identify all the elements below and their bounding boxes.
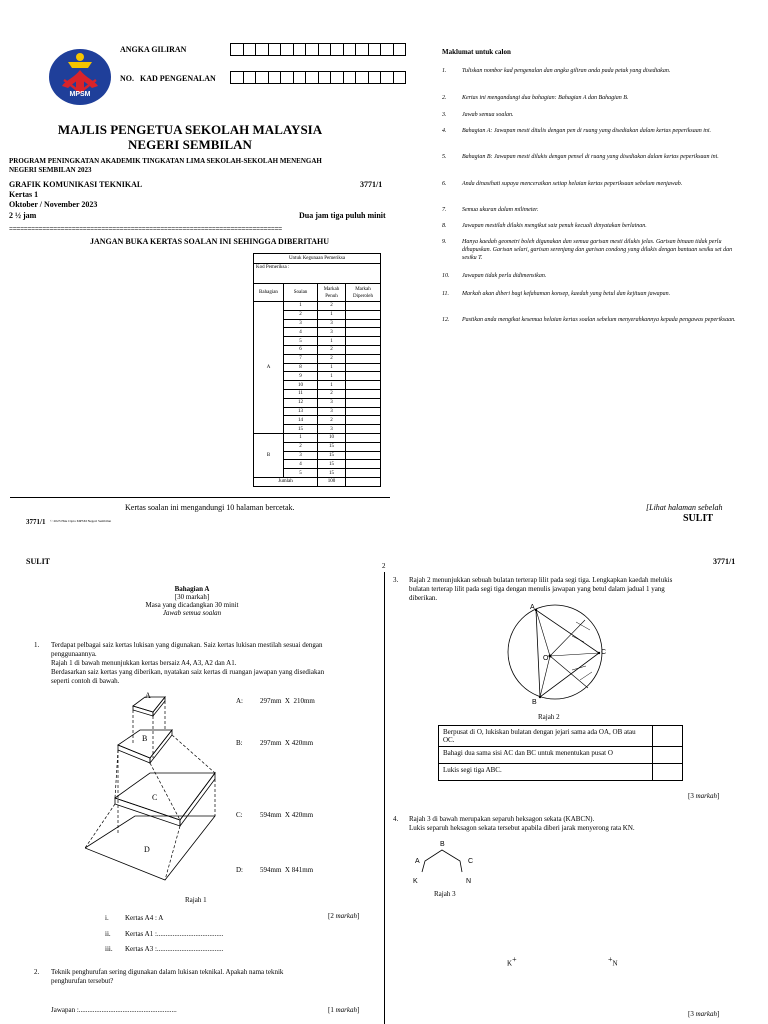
q1-line3: Rajah 1 di bawah menunjukkan kertas bersaiz A4, A3, A2 dan A1. <box>51 659 237 667</box>
q3-table-row <box>439 726 683 747</box>
section-a-instruction: Jawab semua soalan <box>162 609 222 617</box>
logo-text: MPSM <box>69 91 91 98</box>
question-number: 15 <box>284 425 318 434</box>
point-n-marker: +N <box>608 955 618 968</box>
instruction-text: Kertas ini mengandungi dua bahagian: Bahagian A dan Bahagian B. <box>462 95 629 101</box>
question-number: 7 <box>284 354 318 363</box>
instruction-text: Markah akan diberi bagi kefahaman konsep, kaedah yang betul dan kejituan jawapan. <box>462 291 671 297</box>
question-number: 1 <box>284 302 318 311</box>
instruction-item <box>442 206 742 214</box>
obtained-marks[interactable] <box>346 310 381 319</box>
q1-line1: Terdapat pelbagai saiz kertas lukisan yang digunakan. Saiz kertas lukisan mestilah sesuai dengan <box>51 641 323 649</box>
circumscribed-circle-diagram <box>500 600 610 706</box>
full-marks: 3 <box>318 398 346 407</box>
program-line1: PROGRAM PENINGKATAN AKADEMIK TINGKATAN LIMA SEKOLAH-SEKOLAH MENENGAH <box>9 157 322 165</box>
obtained-marks[interactable] <box>346 442 381 451</box>
fig1-caption: Rajah 1 <box>185 896 207 904</box>
q3-line2: bulatan terterap lilit pada segi tiga dengan menulis jawapan yang betul dalam jadual 1 yang <box>409 585 665 593</box>
kad-pengenalan-label: NO. KAD PENGENALAN <box>120 74 216 83</box>
obtained-marks[interactable] <box>346 337 381 346</box>
dim-key: C: <box>236 811 243 819</box>
instruction-item <box>442 67 742 75</box>
full-marks: 3 <box>318 407 346 416</box>
instruction-text: Tuliskan nombor kad pengenalan dan angka giliran anda pada petak yang disediakan. <box>462 68 671 74</box>
fig1-label-a: A <box>145 691 151 700</box>
obtained-marks[interactable] <box>346 354 381 363</box>
fig1-label-c: C <box>152 793 158 802</box>
examiner-table-title: Untuk Kegunaan Pemeriksa <box>254 254 381 264</box>
total-value: 100 <box>318 477 346 486</box>
q1-answer-number: i. <box>105 914 109 922</box>
page2-sulit: SULIT <box>26 557 51 566</box>
obtained-marks[interactable] <box>346 345 381 354</box>
instruction-text: Pastikan anda mengikat kesemua helaian kertas soalan sebelum menyerahkannya kepada pengawas peperiksaan. <box>462 317 736 323</box>
copyright: © 2023 Hak Cipta MPSM Negeri Sembilan <box>50 519 112 523</box>
q1-number: 1. <box>34 641 40 649</box>
instruction-item <box>442 180 742 188</box>
instruction-text: Hanya kaedah geometri boleh digunakan dan semua garisan mesti dilukis jelas. Garisan binaan tidak perlu dihapuskan. Garisan selari, garisan serenjang dan garisan condong yang dilukis dengan bantuan sesiku set dan sesiku T. <box>462 239 733 261</box>
full-marks: 1 <box>318 381 346 390</box>
instruction-number: 11. <box>442 291 450 297</box>
col-soalan: Soalan <box>284 284 318 302</box>
examiner-code: Kod Pemeriksa : <box>254 264 381 284</box>
dim-value: 297mm X 420mm <box>260 739 314 747</box>
q4-line2: Lukis separuh heksagon sekata tersebut apabila diberi jarak menyerong rata KN. <box>409 824 635 832</box>
marks-row-b <box>254 433 381 442</box>
instruction-number: 3. <box>442 112 447 118</box>
instruction-text: Bahagian B: Jawapan mesti dilukis dengan pensel di ruang yang disediakan dalam kertas peperiksaan ini. <box>462 154 719 160</box>
instruction-number: 4. <box>442 128 447 134</box>
obtained-marks[interactable] <box>346 398 381 407</box>
full-marks: 3 <box>318 328 346 337</box>
fig3-label-k: K <box>413 878 418 885</box>
full-marks: 2 <box>318 389 346 398</box>
full-marks: 15 <box>318 442 346 451</box>
paper-sizes-diagram <box>85 688 245 900</box>
full-marks: 1 <box>318 363 346 372</box>
obtained-marks[interactable] <box>346 319 381 328</box>
question-number: 1 <box>284 433 318 442</box>
col-bahagian: Bahagian <box>254 284 284 302</box>
full-marks: 3 <box>318 319 346 328</box>
q3-line1: Rajah 2 menunjukkan sebuah bulatan terterap lilit pada segi tiga. Lengkapkan kaedah melukis <box>409 576 673 584</box>
fig3-caption: Rajah 3 <box>434 890 456 898</box>
instruction-text: Semua ukuran dalam milimeter. <box>462 207 539 213</box>
obtained-marks[interactable] <box>346 363 381 372</box>
instruction-item <box>442 238 742 262</box>
cover-sulit: SULIT <box>683 513 714 524</box>
total-label: Jumlah <box>254 477 318 486</box>
question-number: 6 <box>284 345 318 354</box>
q1-answer-number: iii. <box>105 945 113 953</box>
instruction-text: Jawapan tidak perlu didimensikan. <box>462 273 547 279</box>
obtained-marks[interactable] <box>346 407 381 416</box>
obtained-marks[interactable] <box>346 433 381 442</box>
q3-step-text: Lukis segi tiga ABC. <box>439 764 653 781</box>
col-markah-diperoleh: Markah Diperoleh <box>346 284 381 302</box>
dim-value: 297mm X 210mm <box>260 697 315 705</box>
section-a-cell: A <box>254 302 284 434</box>
instruction-text: Anda dinasihati supaya menceraikan setiap helaian kertas peperiksaan sebelum menjawab. <box>462 181 683 187</box>
fig2-label-b: B <box>532 699 537 706</box>
obtained-marks[interactable] <box>346 451 381 460</box>
full-marks: 15 <box>318 460 346 469</box>
obtained-marks[interactable] <box>346 460 381 469</box>
fig1-label-d: D <box>144 845 150 854</box>
instruction-item <box>442 272 742 280</box>
full-marks: 2 <box>318 302 346 311</box>
full-marks: 1 <box>318 337 346 346</box>
question-number: 14 <box>284 416 318 425</box>
dim-value: 594mm X 420mm <box>260 811 314 819</box>
mpsm-logo <box>48 48 112 108</box>
fig3-label-a: A <box>415 858 420 865</box>
q3-number: 3. <box>393 576 399 584</box>
full-marks: 2 <box>318 345 346 354</box>
page2-code: 3771/1 <box>713 557 736 566</box>
page2-number: 2 <box>382 562 386 570</box>
program-line2: NEGERI SEMBILAN 2023 <box>9 166 92 174</box>
cover-footer-code: 3771/1 <box>26 518 46 526</box>
q1-line5: seperti contoh di bawah. <box>51 677 120 685</box>
q1-answer-field: Kertas A4 : A <box>125 914 164 922</box>
instruction-number: 12. <box>442 317 450 323</box>
instruction-number: 10. <box>442 273 450 279</box>
marks-row-a <box>254 302 381 311</box>
dim-key: A: <box>236 697 243 705</box>
org-name: MAJLIS PENGETUA SEKOLAH MALAYSIA <box>57 122 323 137</box>
fig2-label-c: C <box>601 649 607 656</box>
section-a-time: Masa yang dicadangkan 30 minit <box>145 601 239 609</box>
q4-number: 4. <box>393 815 399 823</box>
instruction-number: 5. <box>442 154 447 160</box>
q2-line1: Teknik penghurufan sering digunakan dalam lukisan teknikal. Apakah nama teknik <box>51 968 284 976</box>
page-divider <box>384 572 385 1024</box>
separator-line: ========================================================================== <box>9 225 282 233</box>
full-marks: 2 <box>318 354 346 363</box>
full-marks: 1 <box>318 310 346 319</box>
q1-answer-number: ii. <box>105 930 111 938</box>
paper-label: Kertas 1 <box>9 190 39 199</box>
q2-line2: penghurufan tersebut? <box>51 977 114 985</box>
question-number: 10 <box>284 381 318 390</box>
fig3-label-c: C <box>468 858 474 865</box>
obtained-marks[interactable] <box>346 372 381 381</box>
q2-answer-line[interactable]: Jawapan :........................................................ <box>51 1006 177 1014</box>
q2-marks: [1 markah] <box>328 1006 360 1014</box>
fig2-label-a: A <box>530 604 535 611</box>
angka-giliran-boxes[interactable] <box>230 43 406 56</box>
obtained-marks[interactable] <box>346 425 381 434</box>
q3-table-row <box>439 747 683 764</box>
subject-code: 3771/1 <box>360 180 383 189</box>
q3-order-cell[interactable] <box>653 726 683 747</box>
obtained-marks[interactable] <box>346 469 381 478</box>
section-a-title: Bahagian A <box>174 585 210 593</box>
point-k-label: K <box>507 959 513 968</box>
question-number: 13 <box>284 407 318 416</box>
obtained-marks[interactable] <box>346 381 381 390</box>
instruction-item <box>442 94 742 102</box>
warning-text: JANGAN BUKA KERTAS SOALAN INI SEHINGGA DIBERITAHU <box>90 237 330 246</box>
instruction-text: Jawab semua soalan. <box>462 112 514 118</box>
kad-pengenalan-boxes[interactable] <box>230 71 406 84</box>
instruction-item <box>442 111 742 119</box>
obtained-marks[interactable] <box>346 302 381 311</box>
full-marks: 10 <box>318 433 346 442</box>
question-number: 9 <box>284 372 318 381</box>
instruction-number: 9. <box>442 239 447 245</box>
section-a-marks: [30 markah] <box>174 593 210 601</box>
question-number: 12 <box>284 398 318 407</box>
question-number: 2 <box>284 310 318 319</box>
exam-date: Oktober / November 2023 <box>9 200 98 209</box>
examiner-table <box>253 253 381 487</box>
q3-step-text: Berpusat di O, lukiskan bulatan dengan jejari sama ada OA, OB atau OC. <box>439 726 653 747</box>
q3-answer-table <box>438 725 683 781</box>
obtained-marks[interactable] <box>346 389 381 398</box>
duration-words: Dua jam tiga puluh minit <box>299 211 386 220</box>
instruction-item <box>442 127 742 135</box>
instruction-text: Bahagian A: Jawapan mesti ditulis dengan pen di ruang yang disediakan dalam kertas peperiksaan ini. <box>462 128 712 134</box>
question-number: 5 <box>284 337 318 346</box>
question-number: 3 <box>284 451 318 460</box>
point-n-label: N <box>612 959 618 968</box>
question-number: 11 <box>284 389 318 398</box>
full-marks: 15 <box>318 469 346 478</box>
instruction-text: Jawapan mestilah dilukis mengikut saiz penuh kecuali dinyatakan berlainan. <box>462 223 647 229</box>
question-number: 4 <box>284 328 318 337</box>
fig3-label-b: B <box>440 841 445 848</box>
q3-order-cell[interactable] <box>653 764 683 781</box>
fig3-label-n: N <box>466 878 472 885</box>
angka-giliran-label: ANGKA GILIRAN <box>120 45 187 54</box>
q4-line1: Rajah 3 di bawah merupakan separuh heksagon sekata (KABCN). <box>409 815 595 823</box>
q1-line4: Berdasarkan saiz kertas yang diberikan, nyatakan saiz kertas di ruangan jawapan yang disediakan <box>51 668 325 676</box>
q3-step-text: Bahagi dua sama sisi AC dan BC untuk menentukan pusat O <box>439 747 653 764</box>
question-number: 2 <box>284 442 318 451</box>
question-number: 5 <box>284 469 318 478</box>
full-marks: 1 <box>318 372 346 381</box>
obtained-marks[interactable] <box>346 416 381 425</box>
question-number: 8 <box>284 363 318 372</box>
instructions-title: Maklumat untuk calon <box>442 48 511 56</box>
next-page-note: [Lihat halaman sebelah <box>646 503 723 512</box>
q1-marks: [2 markah] <box>328 912 360 920</box>
subject-title: GRAFIK KOMUNIKASI TEKNIKAL <box>9 180 143 189</box>
instruction-number: 8. <box>442 223 447 229</box>
instruction-number: 2. <box>442 95 447 101</box>
q1-answer-field[interactable]: Kertas A1 :...................................... <box>125 930 224 938</box>
full-marks: 3 <box>318 425 346 434</box>
question-number: 3 <box>284 319 318 328</box>
instruction-item <box>442 153 742 161</box>
instruction-number: 7. <box>442 207 447 213</box>
q3-table-row <box>439 764 683 781</box>
question-number: 4 <box>284 460 318 469</box>
org-state: NEGERI SEMBILAN <box>128 137 252 152</box>
q1-text <box>51 641 371 686</box>
full-marks: 2 <box>318 416 346 425</box>
half-hexagon-diagram <box>408 836 480 888</box>
fig1-label-b: B <box>142 734 148 743</box>
obtained-marks[interactable] <box>346 328 381 337</box>
section-b-cell: B <box>254 433 284 477</box>
fig2-label-o: O <box>543 655 549 662</box>
q3-line3: diberikan. <box>409 594 438 602</box>
dim-key: D: <box>236 866 243 874</box>
q1-answer-field[interactable]: Kertas A3 :...................................... <box>125 945 224 953</box>
point-k-marker: K+ <box>507 955 517 968</box>
dim-key: B: <box>236 739 243 747</box>
cover-divider <box>10 497 390 498</box>
total-obtained[interactable] <box>346 477 381 486</box>
q2-number: 2. <box>34 968 40 976</box>
instruction-number: 6. <box>442 181 447 187</box>
col-markah-penuh: Markah Penuh <box>318 284 346 302</box>
q1-line2: penggunaannya. <box>51 650 97 658</box>
fig2-caption: Rajah 2 <box>538 713 560 721</box>
instruction-item <box>442 290 742 298</box>
instruction-item <box>442 222 742 230</box>
q3-order-cell[interactable] <box>653 747 683 764</box>
duration-short: 2 ½ jam <box>9 211 37 220</box>
instruction-item <box>442 316 742 324</box>
pages-note: Kertas soalan ini mengandungi 10 halaman bercetak. <box>125 503 295 512</box>
instruction-number: 1. <box>442 68 447 74</box>
full-marks: 15 <box>318 451 346 460</box>
dim-value: 594mm X 841mm <box>260 866 314 874</box>
q4-marks: [3 markah] <box>688 1010 720 1018</box>
q3-marks: [3 markah] <box>688 792 720 800</box>
